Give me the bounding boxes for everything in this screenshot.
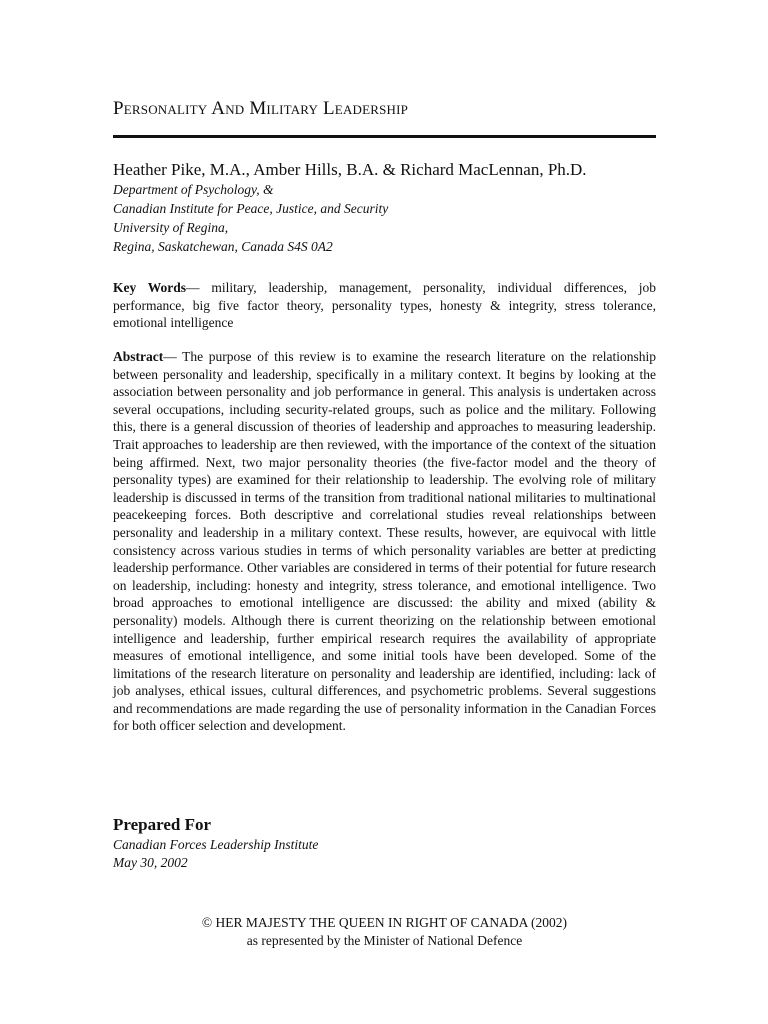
keywords-text: military, leadership, management, personality, individual differences, job performance, big five factor theory, personality types, honesty & integrity, stress tolerance, emotional intelligence bbox=[113, 280, 656, 331]
abstract-paragraph bbox=[113, 348, 656, 735]
title-rule bbox=[113, 135, 656, 138]
affiliation-block bbox=[113, 180, 658, 256]
abstract-dash: — bbox=[163, 349, 183, 364]
keywords-paragraph bbox=[113, 279, 656, 332]
prepared-for-block bbox=[113, 836, 318, 872]
affiliation-line: Department of Psychology, & bbox=[113, 182, 274, 197]
copyright-line: as represented by the Minister of National Defence bbox=[246, 933, 523, 948]
keywords-label: Key Words bbox=[113, 280, 187, 295]
abstract-text: The purpose of this review is to examine the research literature on the relationship between personality and leadership, specifically in a military context. It begins by looking at the association between personality and job performance in general. This analysis is undertaken across several occupations, including security-related groups, such as police and the military. Following this, there is a general discussion of theories of leadership and approaches to measuring leadership. Trait approaches to leadership are then reviewed, with the importance of the context of the situation being affirmed. Next, two major personality theories (the five-factor model and the theory of personality types) are examined for their relationship to leadership. The evolving role of military leadership is discussed in terms of the transition from traditional national militaries to multinational peacekeeping forces. Both descriptive and correlational studies reveal relationships between personality and leadership in a military context. These results, however, are equivocal with little consistency across various studies in terms of which personality variables are better at predicting leadership performance. Other variables are considered in terms of their potential for future research on leadership, including: honesty and integrity, stress tolerance, and emotional intelligence. Two broad approaches to emotional intelligence are discussed: the ability and mixed (ability & personality) models. Although there is current theorizing on the relationship between emotional intelligence and leadership, further empirical research requires the availability of appropriate measures of emotional intelligence, and some initial tools have been developed. Some of the limitations of the research literature on personality and leadership are identified, including: lack of job analyses, ethical issues, cultural differences, and psychometric problems. Several suggestions and recommendations are made regarding the use of personality information in the Canadian Forces for both officer selection and development. bbox=[113, 349, 656, 734]
document-title: Personality And Military Leadership bbox=[113, 98, 409, 119]
prepared-for-organization: Canadian Forces Leadership Institute bbox=[113, 837, 319, 852]
keywords-dash: — bbox=[186, 280, 212, 295]
prepared-for-date: May 30, 2002 bbox=[113, 855, 188, 870]
affiliation-line: University of Regina, bbox=[113, 220, 229, 235]
prepared-for-heading: Prepared For bbox=[113, 815, 212, 834]
copyright-notice bbox=[113, 914, 656, 950]
abstract-label: Abstract bbox=[113, 349, 164, 364]
affiliation-line: Regina, Saskatchewan, Canada S4S 0A2 bbox=[113, 239, 333, 254]
affiliation-line: Canadian Institute for Peace, Justice, and Security bbox=[113, 201, 389, 216]
copyright-line: © HER MAJESTY THE QUEEN IN RIGHT OF CANADA (2002) bbox=[201, 915, 568, 930]
authors-line: Heather Pike, M.A., Amber Hills, B.A. & Richard MacLennan, Ph.D. bbox=[113, 160, 587, 179]
